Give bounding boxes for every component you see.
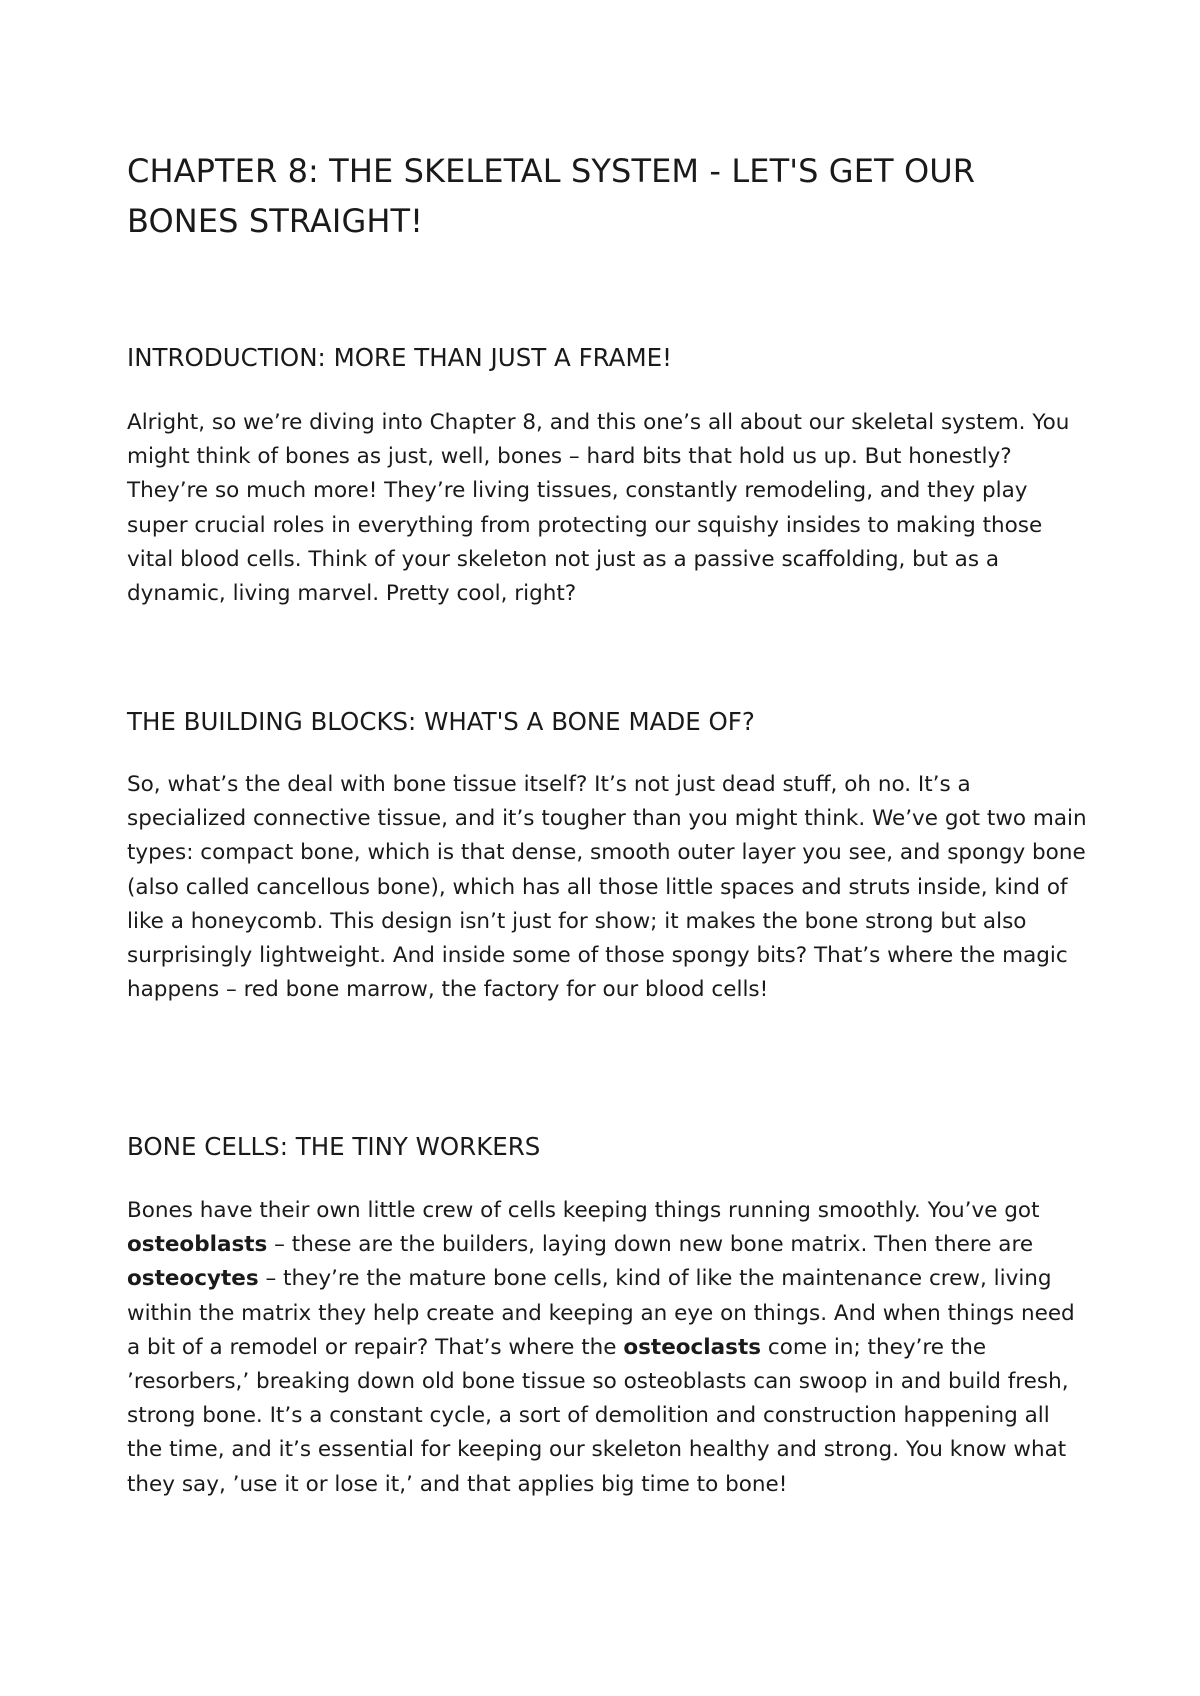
- paragraph-text-segment: Bones have their own little crew of cells keeping things running smoothly. You’ve got: [127, 1198, 1040, 1223]
- section-heading-bone-cells: BONE CELLS: THE TINY WORKERS: [127, 1132, 541, 1161]
- section-heading-building-blocks: THE BUILDING BLOCKS: WHAT'S A BONE MADE OF?: [127, 707, 755, 736]
- paragraph-text-segment: come in; they’re the ’resorbers,’ breaking down old bone tissue so osteoblasts can swoop in and build fresh, strong bone. It’s a constant cycle, a sort of demolition and construction happening all the time, and it’s essential for keeping our skeleton healthy and strong. You know what they say, ’use it or lose it,’ and that applies big time to bone!: [127, 1334, 1069, 1497]
- section-paragraph-building-blocks: So, what’s the deal with bone tissue itself? It’s not just dead stuff, oh no. It’s a specialized connective tissue, and it’s tougher than you might think. We’ve got two main types: compact bone, which is that dense, smooth outer layer you see, and spongy bone (also called cancellous bone), which has all those little spaces and struts inside, kind of like a honeycomb. This design isn’t just for show; it makes the bone strong but also surprisingly lightweight. And inside some of those spongy bits? That’s where the magic happens – red bone marrow, the factory for our blood cells!: [127, 772, 1087, 1003]
- term-osteoblasts: osteoblasts: [127, 1232, 268, 1258]
- term-osteoclasts: osteoclasts: [623, 1334, 762, 1360]
- section-paragraph-bone-cells: [127, 1194, 1087, 1502]
- paragraph-text-segment: – they’re the mature bone cells, kind of like the maintenance crew, living within the matrix they help create and keeping an eye on things. And when things need a bit of a remodel or repair? That’s where the: [127, 1266, 1075, 1360]
- paragraph-text-segment: – these are the builders, laying down new bone matrix. Then there are: [267, 1232, 1034, 1258]
- section-paragraph-introduction: Alright, so we’re diving into Chapter 8, and this one’s all about our skeletal system. You might think of bones as just, well, bones – hard bits that hold us up. But honestly? They’re so much more! They’re living tissues, constantly remodeling, and they play super crucial roles in everything from protecting our squishy insides to making those vital blood cells. Think of your skeleton not just as a passive scaffolding, but as a dynamic, living marvel. Pretty cool, right?: [127, 410, 1070, 607]
- section-heading-introduction: INTRODUCTION: MORE THAN JUST A FRAME!: [127, 343, 672, 372]
- term-osteocytes: osteocytes: [127, 1266, 259, 1292]
- chapter-title: CHAPTER 8: THE SKELETAL SYSTEM - LET'S GET OUR BONES STRAIGHT!: [127, 152, 976, 240]
